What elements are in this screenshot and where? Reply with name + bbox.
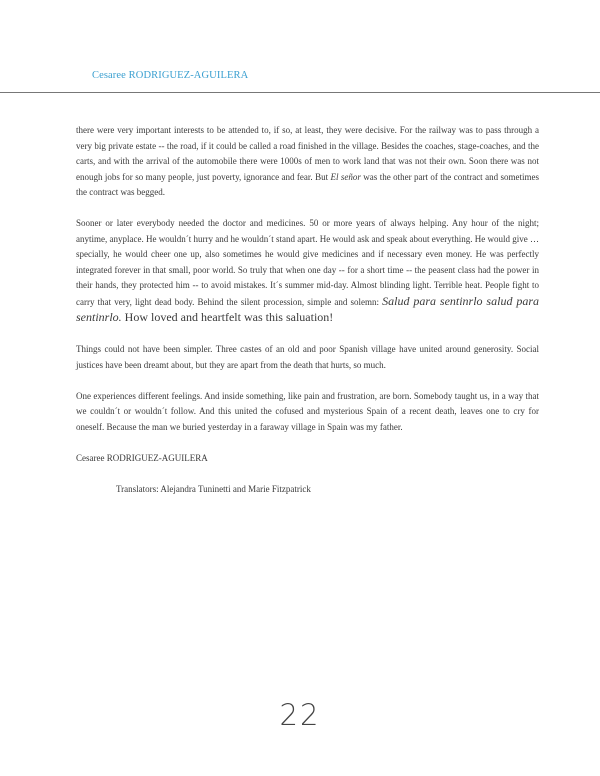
quote-exclamation: How loved and heartfelt was this saluation! [121, 310, 334, 324]
paragraph-3: Things could not have been simpler. Three castes of an old and poor Spanish village have united around generosity. Social justices have been dreamt about, but they are apart from the death that hurts, so much. [76, 344, 539, 370]
paragraph-4: One experiences different feelings. And inside something, like pain and frustration, are born. Somebody taught us, in a way that we couldn´t or wouldn´t follow. And this united the cofused and mysterious Spain of a recent death, leaves one to cry for oneself. Because the man we buried yesterday in a faraway village in Spain was my father. [76, 390, 539, 432]
header-divider [0, 92, 600, 93]
article-body [76, 123, 539, 513]
spanish-quote: Salud para sentinrlo salud para sentinrlo. [76, 293, 539, 324]
paragraph-1-emphasis: El señor [330, 171, 361, 182]
page-number: 22 [279, 698, 321, 732]
running-header-author: Cesaree RODRIGUEZ-AGUILERA [92, 70, 249, 81]
paragraph-1-text: there were very important interests to be attended to, if so, at least, they were decisive. For the railway was to pass through a very big private estate -- the road, if it could be called a road finished in the village. Besides the coaches, stage-coaches, and the carts, and with the arrival of the automobile there were 1000s of men to work land that was not their own. Soon there was not enough jobs for so many people, just poverty, ignorance and fear. But [76, 125, 539, 182]
paragraph-1-ending: was the other part of the contract and sometimes the contract was begged. [76, 171, 539, 197]
paragraph-2 [76, 216, 539, 327]
translators-credit: Translators: Alejandra Tuninetti and Marie Fitzpatrick [116, 483, 311, 494]
paragraph-2-text: Sooner or later everybody needed the doctor and medicines. 50 or more years of always helping. Any hour of the night; anytime, anyplace. He wouldn´t hurry and he wouldn´t stand apart. He would ask and speak about everything. He would give … specially, he would cheer one up, also sometimes he would give medicines and if necessary even money. He was perfectly integrated forever in that small, poor world. So truly that when one day -- for a short time -- the peasent class had the power in their hands, they protected him -- to avoid mistakes. It´s summer mid-day. Almost blinding light. Terrible heat. People fight to carry that very, light dead body. Behind the silent procession, simple and solemn: [76, 218, 539, 307]
author-signature: Cesaree RODRIGUEZ-AGUILERA [76, 452, 208, 463]
paragraph-1 [76, 123, 539, 201]
